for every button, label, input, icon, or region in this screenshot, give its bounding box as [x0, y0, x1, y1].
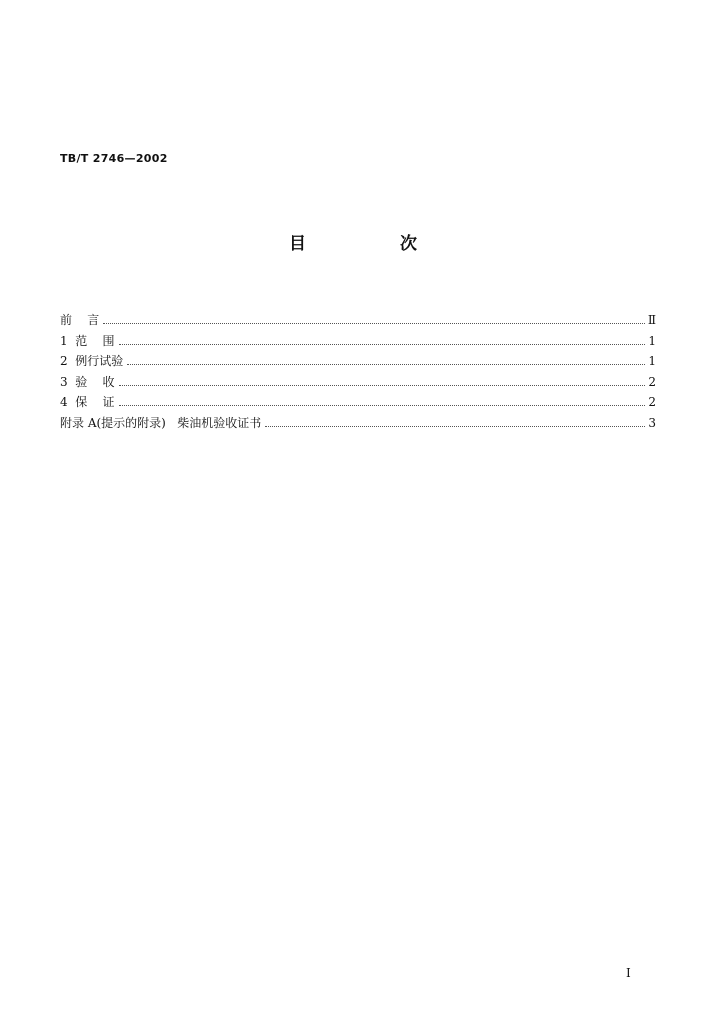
- toc-entry-scope[interactable]: [60, 331, 656, 352]
- toc-entry-label: 附录 A(提示的附录) 柴油机验收证书: [60, 415, 262, 430]
- toc-entry-appendix-a[interactable]: [60, 413, 656, 434]
- table-of-contents: [60, 310, 656, 433]
- standard-code: TB/T 2746—2002: [60, 152, 168, 165]
- toc-entry-label: 2 例行试验: [60, 354, 124, 368]
- toc-entry-foreword[interactable]: [60, 310, 656, 331]
- toc-entry-page: Ⅱ: [647, 313, 656, 327]
- toc-entry-page: 1: [648, 354, 656, 368]
- toc-entry-page: 1: [648, 333, 656, 348]
- toc-leader-dots: [103, 322, 645, 324]
- page-title: 目 次: [289, 234, 461, 254]
- toc-entry-warranty[interactable]: [60, 392, 656, 413]
- toc-entry-label: 4 保 证: [60, 395, 115, 409]
- toc-entry-page: 3: [648, 415, 656, 430]
- toc-leader-dots: [119, 404, 645, 406]
- toc-entry-page: 2: [648, 374, 656, 389]
- toc-entry-label: 3 验 收: [60, 374, 115, 389]
- toc-entry-label: 前 言: [60, 313, 100, 327]
- toc-entry-routine-test[interactable]: [60, 351, 656, 372]
- toc-entry-label: 1 范 围: [60, 333, 115, 348]
- toc-entry-acceptance[interactable]: [60, 372, 656, 393]
- toc-leader-dots: [265, 425, 645, 427]
- toc-leader-dots: [119, 343, 645, 345]
- toc-entry-page: 2: [648, 395, 656, 409]
- page-number: Ⅰ: [626, 966, 631, 980]
- toc-leader-dots: [119, 384, 645, 386]
- toc-leader-dots: [127, 363, 645, 365]
